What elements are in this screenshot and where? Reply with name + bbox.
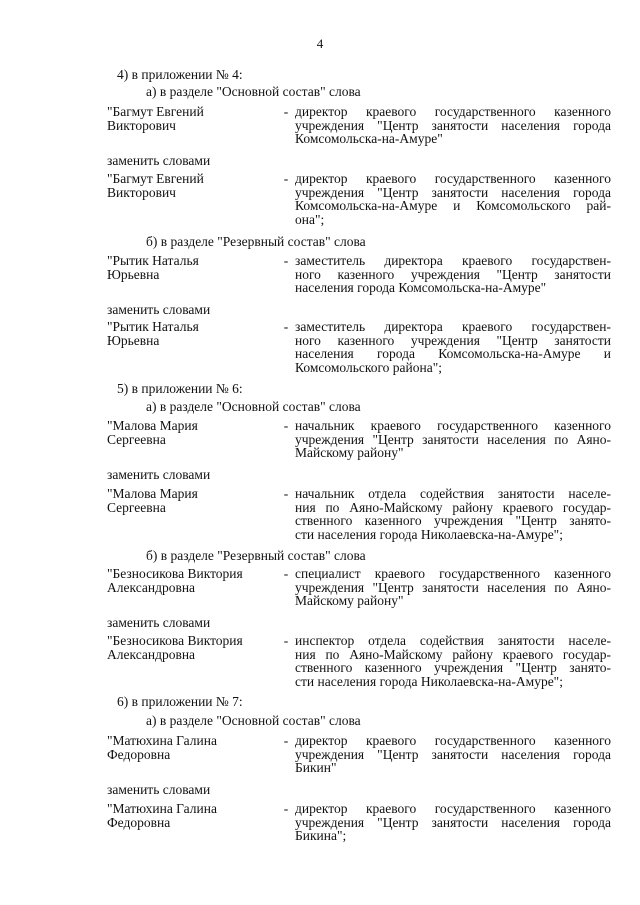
entry-text: заместитель директора краевого государствен- ного казенного учреждения "Центр занятости населения города Комсомольска-на-Амуре" [295,253,611,295]
entry-text: инспектор отдела содействия занятости населе- ния по Аяно-Майскому району краевого государ- ственного казенного учреждения "Центр занято- сти населения города Николаевска-на-Амуре"; [295,633,611,689]
entry-text: директор краевого государственного казенного учреждения "Центр занятости населения города Комсомольска-на-Амуре и Комсомольского рай- она"; [295,171,611,227]
page-number: 4 [316,36,324,51]
entry-dash: - [283,566,289,581]
entry-name: "Рытик Наталья Юрьевна [107,319,199,348]
replace-label: заменить словами [107,615,211,630]
item-subheading: б) в разделе "Резервный состав" слова [146,234,366,249]
entry-text: директор краевого государственного казенного учреждения "Центр занятости населения города Комсомольска-на-Амуре" [295,104,611,146]
item-heading: 5) в приложении № 6: [117,381,243,396]
replace-label: заменить словами [107,153,211,168]
entry-dash: - [283,104,289,119]
entry-name: "Безносикова Виктория Александровна [107,633,243,662]
entry-text: заместитель директора краевого государствен- ного казенного учреждения "Центр занятости населения города Комсомольска-на-Амуре и Комсомольского района"; [295,319,611,375]
entry-text: директор краевого государственного казенного учреждения "Центр занятости населения города Бикин" [295,733,611,775]
item-subheading: а) в разделе "Основной состав" слова [146,399,361,414]
item-subheading: б) в разделе "Резервный состав" слова [146,548,366,563]
entry-dash: - [283,801,289,816]
entry-text: директор краевого государственного казенного учреждения "Центр занятости населения города Бикина"; [295,801,611,843]
replace-label: заменить словами [107,302,211,317]
entry-dash: - [283,418,289,433]
item-subheading: а) в разделе "Основной состав" слова [146,713,361,728]
replace-label: заменить словами [107,782,211,797]
entry-name: "Безносикова Виктория Александровна [107,566,243,595]
item-heading: 4) в приложении № 4: [117,67,243,82]
entry-dash: - [283,733,289,748]
entry-text: специалист краевого государственного казенного учреждения "Центр занятости населения по Аяно- Майскому району" [295,566,611,608]
entry-name: "Матюхина Галина Федоровна [107,801,217,830]
item-subheading: а) в разделе "Основной состав" слова [146,84,361,99]
entry-name: "Багмут Евгений Викторович [107,104,204,133]
entry-dash: - [283,633,289,648]
entry-name: "Малова Мария Сергеевна [107,486,198,515]
entry-name: "Матюхина Галина Федоровна [107,733,217,762]
item-heading: 6) в приложении № 7: [117,694,243,709]
entry-name: "Рытик Наталья Юрьевна [107,253,199,282]
entry-text: начальник отдела содействия занятости населе- ния по Аяно-Майскому району краевого государ- ственного казенного учреждения "Центр занято- сти населения города Николаевска-на-Амуре"; [295,486,611,542]
entry-text: начальник краевого государственного казенного учреждения "Центр занятости населения по Аяно- Майскому району" [295,418,611,460]
replace-label: заменить словами [107,467,211,482]
entry-dash: - [283,171,289,186]
entry-name: "Багмут Евгений Викторович [107,171,204,200]
entry-dash: - [283,319,289,334]
entry-dash: - [283,486,289,501]
entry-dash: - [283,253,289,268]
entry-name: "Малова Мария Сергеевна [107,418,198,447]
